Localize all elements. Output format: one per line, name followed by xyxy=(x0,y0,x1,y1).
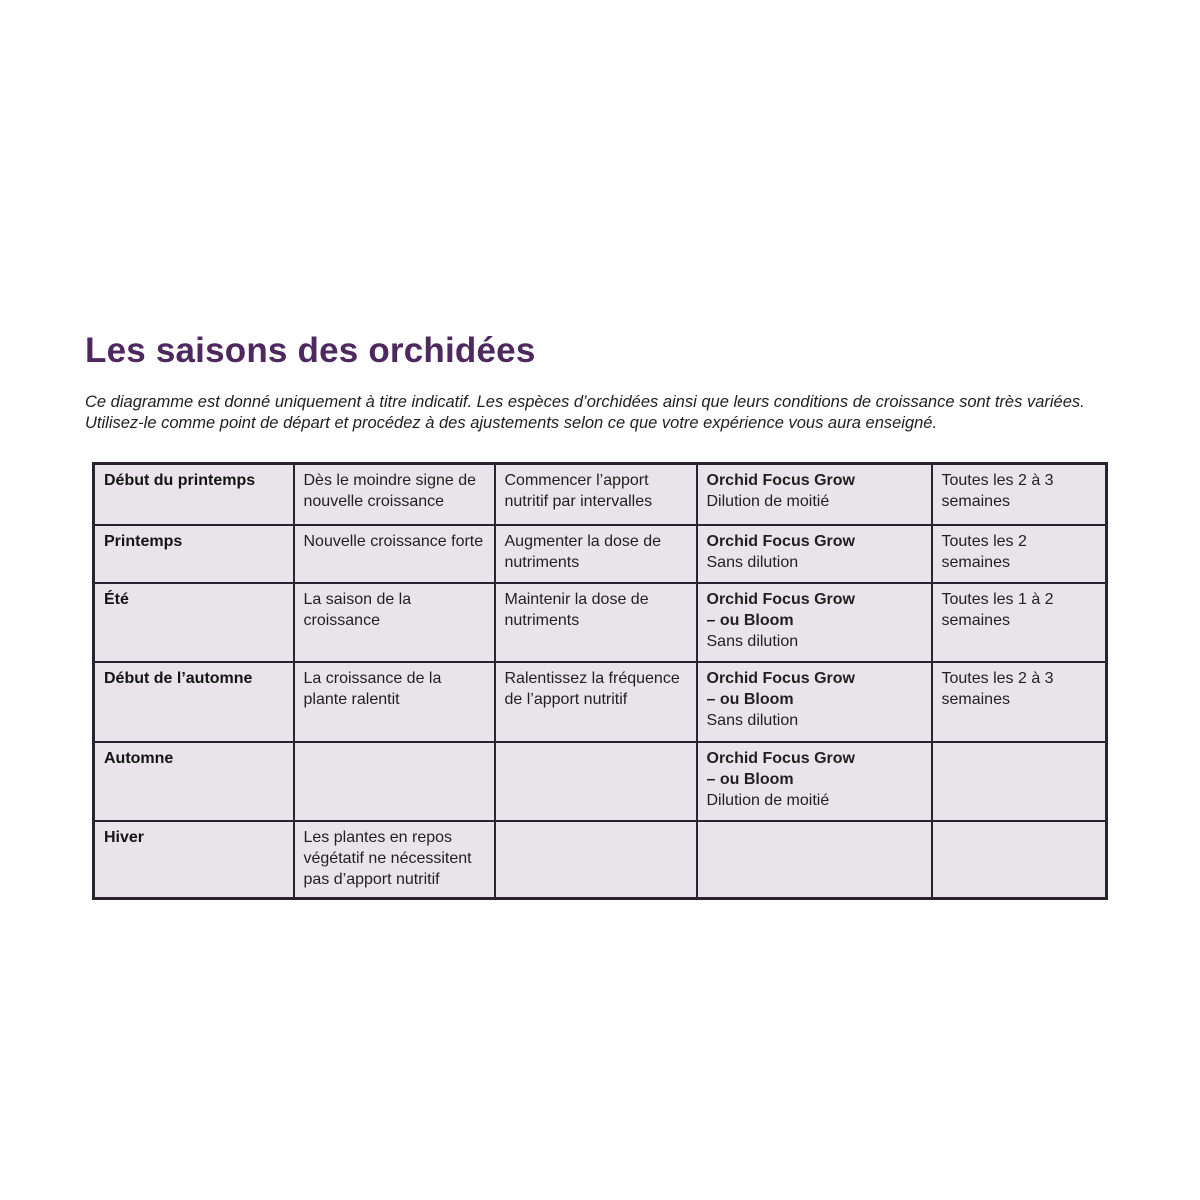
frequency-cell: Toutes les 2 semaines xyxy=(932,525,1107,583)
product-dilution: Sans dilution xyxy=(706,554,799,571)
table-row-early-spring xyxy=(94,464,1107,526)
product-cell xyxy=(697,525,932,583)
product-alt: – ou Bloom xyxy=(706,691,794,708)
season-cell: Printemps xyxy=(94,525,294,583)
growth-cell: Les plantes en repos végétatif ne nécessitent pas d’apport nutritif xyxy=(294,821,495,899)
season-cell: Début de l’automne xyxy=(94,662,294,742)
season-cell: Automne xyxy=(94,742,294,821)
frequency-cell: Toutes les 2 à 3 semaines xyxy=(932,662,1107,742)
season-cell: Hiver xyxy=(94,821,294,899)
season-cell: Été xyxy=(94,583,294,662)
product-dilution: Dilution de moitié xyxy=(706,792,830,809)
product-cell xyxy=(697,583,932,662)
growth-cell: La saison de la croissance xyxy=(294,583,495,662)
product-name: Orchid Focus Grow xyxy=(706,750,855,767)
growth-cell xyxy=(294,742,495,821)
product-dilution: Sans dilution xyxy=(706,633,799,650)
growth-cell: Dès le moindre signe de nouvelle croissance xyxy=(294,464,495,526)
frequency-cell: Toutes les 2 à 3 semaines xyxy=(932,464,1107,526)
table-row-autumn xyxy=(94,742,1107,821)
page-title: Les saisons des orchidées xyxy=(85,331,536,370)
feeding-cell: Maintenir la dose de nutriments xyxy=(495,583,697,662)
product-alt: – ou Bloom xyxy=(706,612,794,629)
product-cell xyxy=(697,464,932,526)
feeding-cell: Ralentissez la fréquence de l’apport nutritif xyxy=(495,662,697,742)
growth-cell: La croissance de la plante ralentit xyxy=(294,662,495,742)
feeding-cell: Commencer l’apport nutritif par intervalles xyxy=(495,464,697,526)
orchid-seasons-table xyxy=(92,462,1108,900)
intro-line-2: Utilisez-le comme point de départ et procédez à des ajustements selon ce que votre expérience vous aura enseigné. xyxy=(85,414,938,432)
product-cell xyxy=(697,742,932,821)
table-row-spring xyxy=(94,525,1107,583)
table-row-summer xyxy=(94,583,1107,662)
product-name: Orchid Focus Grow xyxy=(706,533,855,550)
product-dilution: Dilution de moitié xyxy=(706,493,830,510)
frequency-cell: Toutes les 1 à 2 semaines xyxy=(932,583,1107,662)
intro-line-1: Ce diagramme est donné uniquement à titre indicatif. Les espèces d’orchidées ainsi que leurs conditions de croissance sont très variées. xyxy=(85,393,1085,411)
feeding-cell: Augmenter la dose de nutriments xyxy=(495,525,697,583)
product-name: Orchid Focus Grow xyxy=(706,591,855,608)
product-name: Orchid Focus Grow xyxy=(706,472,855,489)
product-cell xyxy=(697,821,932,899)
product-alt: – ou Bloom xyxy=(706,771,794,788)
intro-paragraph xyxy=(85,392,1106,434)
feeding-cell xyxy=(495,742,697,821)
document-page xyxy=(85,330,1106,900)
table-row-winter xyxy=(94,821,1107,899)
feeding-cell xyxy=(495,821,697,899)
table-row-early-autumn xyxy=(94,662,1107,742)
season-cell: Début du printemps xyxy=(94,464,294,526)
product-dilution: Sans dilution xyxy=(706,712,799,729)
frequency-cell xyxy=(932,821,1107,899)
product-name: Orchid Focus Grow xyxy=(706,670,855,687)
growth-cell: Nouvelle croissance forte xyxy=(294,525,495,583)
frequency-cell xyxy=(932,742,1107,821)
product-cell xyxy=(697,662,932,742)
